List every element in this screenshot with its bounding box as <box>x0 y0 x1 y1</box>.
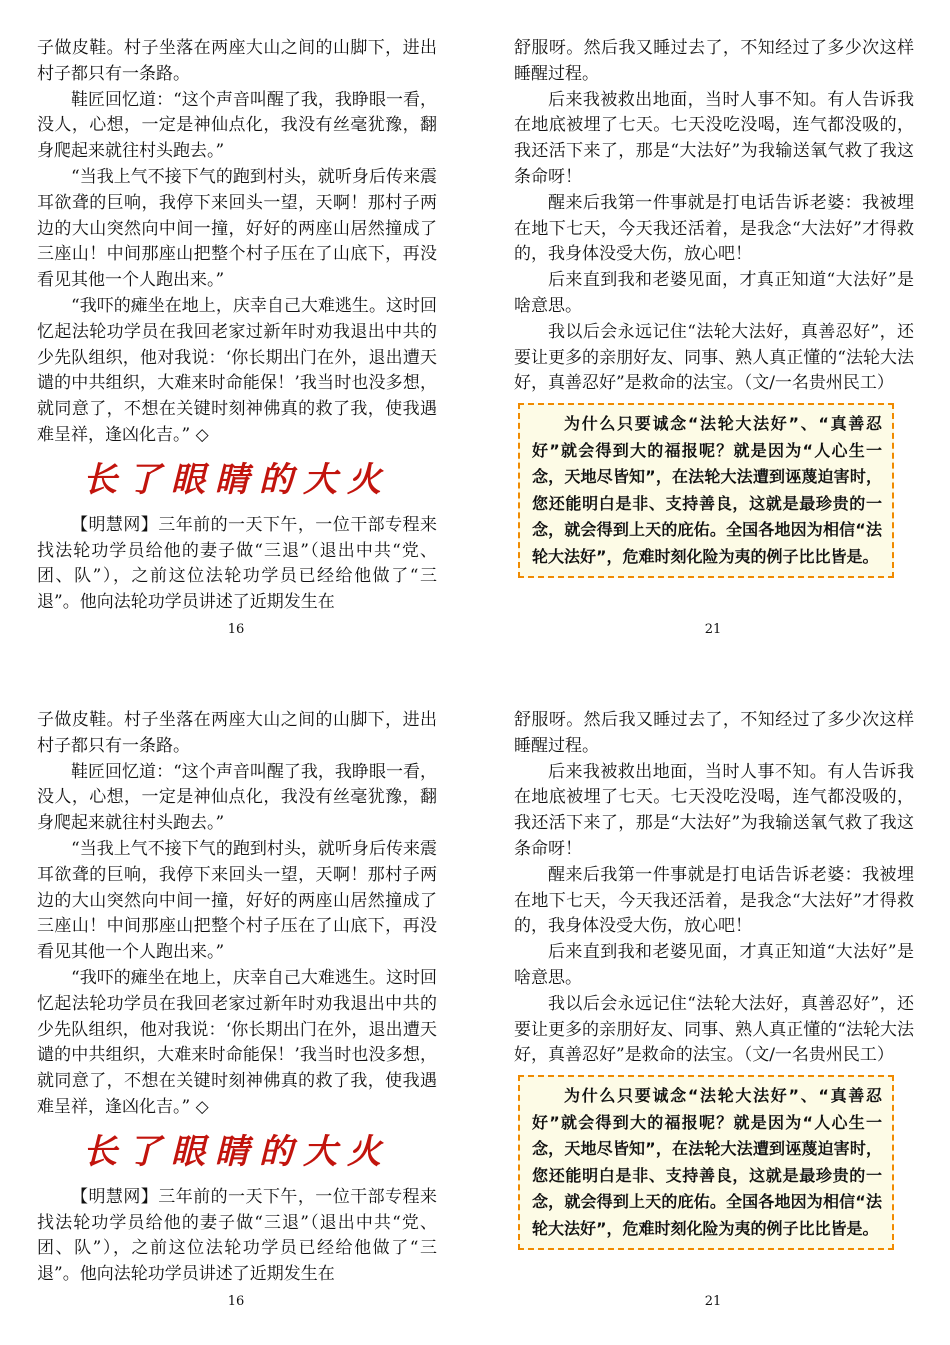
paragraph: 鞋匠回忆道：“这个声音叫醒了我，我睁眼一看，没人，心想，一定是神仙点化，我没有丝毫犹豫，翻身爬起来就往村头跑去。” <box>37 89 437 162</box>
paragraph: “我吓的瘫坐在地上，庆幸自己大难逃生。这时回忆起法轮功学员在我回老家过新年时劝我退出中共的少先队组织，他对我说：‘你长期出门在外，退出遭天谴的中共组织，大难来时命能保！’我当时也没多想，就同意了，不想在关键时刻神佛真的救了我，使我遇难呈祥，逢凶化吉。” ◇ <box>37 967 437 1117</box>
notice-text: 为什么只要诚念“法轮大法好”、“真善忍好”就会得到大的福报呢？就是因为“人心生一念，天地尽皆知”，在法轮大法遭到诬蔑迫害时，您还能明白是非、支持善良，这就是最珍贵的一念，就会得到上天的庇佑。全国各地因为相信“法轮大法好”，危难时刻化险为夷的例子比比皆是。 <box>532 1086 882 1238</box>
right-column <box>514 36 914 578</box>
paragraph: 舒服呀。然后我又睡过去了，不知经过了多少次这样睡醒过程。 <box>514 38 914 84</box>
paragraph: 醒来后我第一件事就是打电话告诉老婆：我被埋在地下七天，今天我还活着，是我念“大法好”才得救的，我身体没受大伤，放心吧！ <box>514 192 914 265</box>
paragraph: 【明慧网】三年前的一天下午，一位干部专程来找法轮功学员给他的妻子做“三退”（退出中共“党、团、队”），之前这位法轮功学员已经给他做了“三退”。他向法轮功学员讲述了近期发生在 <box>37 514 437 613</box>
left-column <box>37 708 437 1288</box>
article-title: 长了眼睛的大火 <box>83 459 391 500</box>
notice-text: 为什么只要诚念“法轮大法好”、“真善忍好”就会得到大的福报呢？就是因为“人心生一念，天地尽皆知”，在法轮大法遭到诬蔑迫害时，您还能明白是非、支持善良，这就是最珍贵的一念，就会得到上天的庇佑。全国各地因为相信“法轮大法好”，危难时刻化险为夷的例子比比皆是。 <box>532 414 882 566</box>
paragraph: 后来直到我和老婆见面，才真正知道“大法好”是啥意思。 <box>514 942 914 988</box>
page-spread-top <box>0 0 950 672</box>
page-number-right: 21 <box>704 1294 722 1309</box>
notice-box <box>518 403 894 578</box>
page-number-left: 16 <box>227 1294 245 1309</box>
paragraph: 舒服呀。然后我又睡过去了，不知经过了多少次这样睡醒过程。 <box>514 710 914 756</box>
article-title: 长了眼睛的大火 <box>83 1131 391 1172</box>
paragraph: 后来我被救出地面，当时人事不知。有人告诉我在地底被埋了七天。七天没吃没喝，连气都没吸的，我还活下来了，那是“大法好”为我输送氧气救了我这条命呀！ <box>514 761 914 859</box>
paragraph: 后来我被救出地面，当时人事不知。有人告诉我在地底被埋了七天。七天没吃没喝，连气都没吸的，我还活下来了，那是“大法好”为我输送氧气救了我这条命呀！ <box>514 89 914 187</box>
page-number-left: 16 <box>227 622 245 637</box>
paragraph: 我以后会永远记住“法轮大法好，真善忍好”，还要让更多的亲朋好友、同事、熟人真正懂的“法轮大法好，真善忍好”是救命的法宝。（文/一名贵州民工） <box>514 993 914 1066</box>
paragraph: 我以后会永远记住“法轮大法好，真善忍好”，还要让更多的亲朋好友、同事、熟人真正懂的“法轮大法好，真善忍好”是救命的法宝。（文/一名贵州民工） <box>514 321 914 394</box>
paragraph: 后来直到我和老婆见面，才真正知道“大法好”是啥意思。 <box>514 270 914 316</box>
paragraph: “当我上气不接下气的跑到村头，就听身后传来震耳欲聋的巨响，我停下来回头一望，天啊！那村子两边的大山突然向中间一撞，好好的两座山居然撞成了三座山！中间那座山把整个村子压在了山底下，再没看见其他一个人跑出来。” <box>37 838 437 963</box>
notice-box <box>518 1075 894 1250</box>
page-spread-bottom <box>0 672 950 1344</box>
page-number-right: 21 <box>704 622 722 637</box>
paragraph: 鞋匠回忆道：“这个声音叫醒了我，我睁眼一看，没人，心想，一定是神仙点化，我没有丝毫犹豫，翻身爬起来就往村头跑去。” <box>37 761 437 834</box>
paragraph: “我吓的瘫坐在地上，庆幸自己大难逃生。这时回忆起法轮功学员在我回老家过新年时劝我退出中共的少先队组织，他对我说：‘你长期出门在外，退出遭天谴的中共组织，大难来时命能保！’我当时也没多想，就同意了，不想在关键时刻神佛真的救了我，使我遇难呈祥，逢凶化吉。” ◇ <box>37 295 437 445</box>
paragraph: 子做皮鞋。村子坐落在两座大山之间的山脚下，进出村子都只有一条路。 <box>37 38 437 84</box>
paragraph: 【明慧网】三年前的一天下午，一位干部专程来找法轮功学员给他的妻子做“三退”（退出中共“党、团、队”），之前这位法轮功学员已经给他做了“三退”。他向法轮功学员讲述了近期发生在 <box>37 1186 437 1285</box>
paragraph: 醒来后我第一件事就是打电话告诉老婆：我被埋在地下七天，今天我还活着，是我念“大法好”才得救的，我身体没受大伤，放心吧！ <box>514 864 914 937</box>
left-column <box>37 36 437 616</box>
paragraph: 子做皮鞋。村子坐落在两座大山之间的山脚下，进出村子都只有一条路。 <box>37 710 437 756</box>
paragraph: “当我上气不接下气的跑到村头，就听身后传来震耳欲聋的巨响，我停下来回头一望，天啊！那村子两边的大山突然向中间一撞，好好的两座山居然撞成了三座山！中间那座山把整个村子压在了山底下，再没看见其他一个人跑出来。” <box>37 166 437 291</box>
right-column <box>514 708 914 1250</box>
